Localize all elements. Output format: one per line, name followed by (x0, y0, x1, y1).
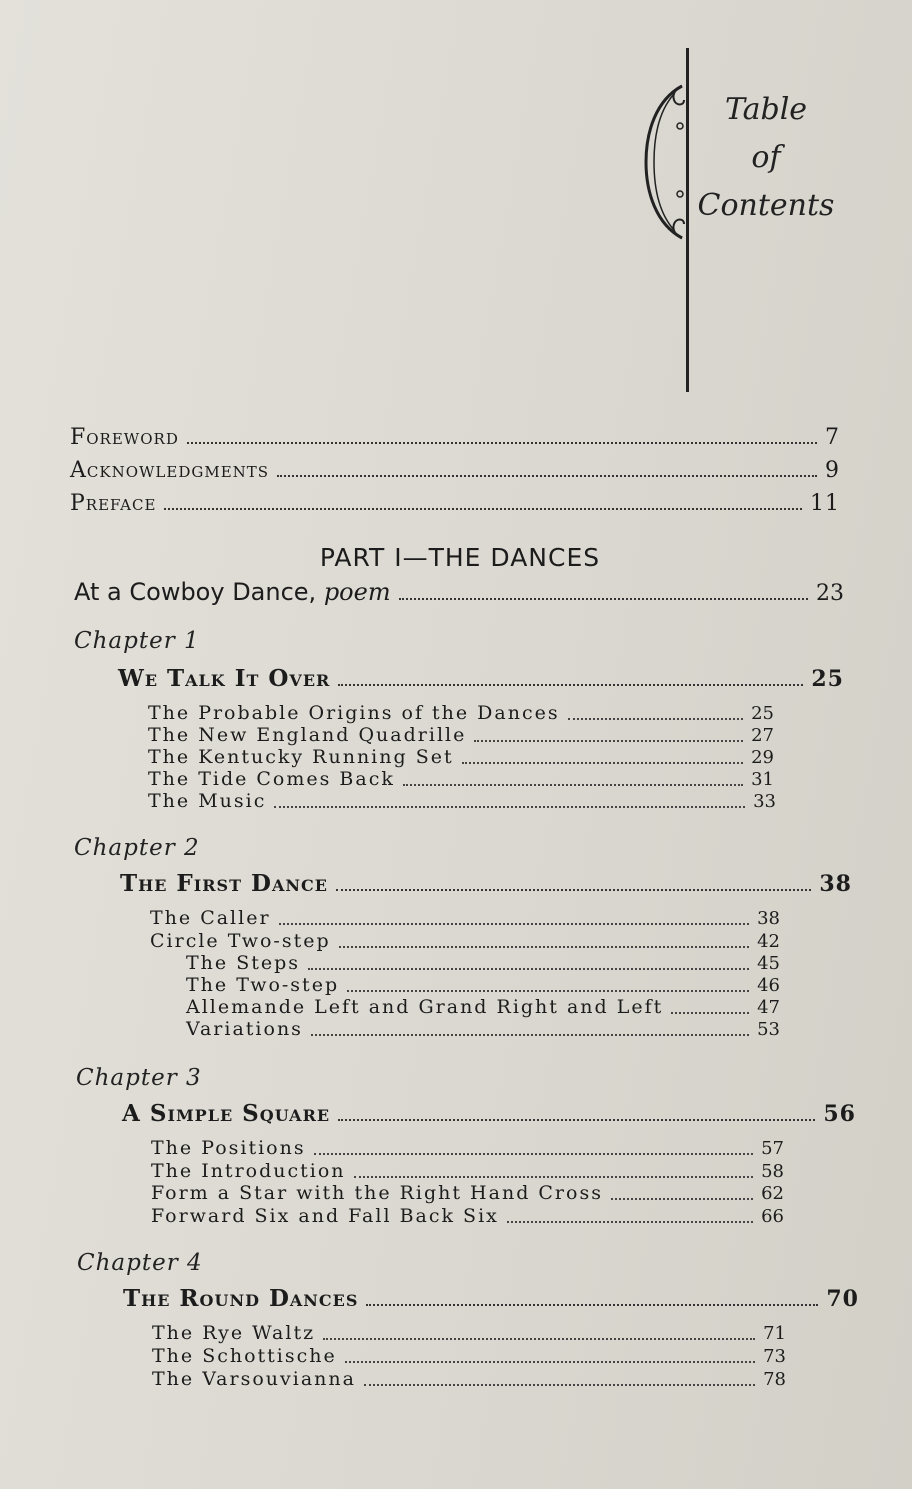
leader-dots (338, 1119, 815, 1121)
entry-title: Allemande Left and Grand Right and Left (186, 996, 664, 1018)
entry-title: The Round Dances (123, 1285, 359, 1312)
chapter-label: Chapter 2 (74, 835, 200, 861)
leader-dots (345, 1361, 755, 1363)
leader-dots (354, 1176, 754, 1178)
leader-dots (308, 968, 749, 970)
entry-page: 70 (826, 1286, 859, 1312)
entry-page: 23 (816, 581, 844, 606)
entry-page: 45 (757, 953, 780, 974)
toc-entry-chapter[interactable] (122, 1100, 856, 1127)
entry-page: 78 (763, 1369, 786, 1390)
toc-entry-foreword[interactable] (70, 425, 840, 450)
poem-tag: poem (323, 578, 391, 606)
entry-page: 11 (810, 491, 840, 516)
entry-title: The Positions (151, 1137, 306, 1159)
toc-subentry-nested[interactable] (186, 974, 780, 997)
toc-subentry-nested[interactable] (186, 952, 780, 975)
leader-dots (339, 946, 749, 948)
entry-title: Circle Two-step (150, 930, 331, 952)
toc-subentry-nested[interactable] (186, 996, 780, 1019)
page-title (696, 86, 836, 230)
entry-page: 7 (825, 425, 840, 450)
toc-entry-preface[interactable] (70, 491, 840, 516)
entry-title: Variations (186, 1018, 303, 1040)
entry-page: 46 (757, 975, 780, 996)
leader-dots (474, 740, 743, 742)
leader-dots (323, 1338, 755, 1340)
toc-subentry[interactable] (151, 1205, 784, 1228)
toc-subentry[interactable] (148, 790, 776, 813)
poem-title: At a Cowboy Dance, (74, 578, 324, 606)
toc-subentry[interactable] (151, 1182, 784, 1205)
entry-page: 71 (763, 1323, 786, 1344)
toc-subentry[interactable] (151, 1160, 784, 1183)
leader-dots (568, 718, 743, 720)
entry-title: The First Dance (120, 870, 328, 897)
entry-title: The Kentucky Running Set (148, 746, 454, 768)
leader-dots (274, 806, 745, 808)
entry-title: The Tide Comes Back (148, 768, 395, 790)
leader-dots (403, 784, 743, 786)
toc-subentry-nested[interactable] (186, 1018, 780, 1041)
entry-title: Acknowledgments (70, 458, 270, 483)
leader-dots (187, 442, 817, 444)
entry-page: 38 (819, 871, 852, 897)
entry-page: 33 (753, 791, 776, 812)
entry-title: The Music (148, 790, 267, 812)
part-heading: PART I—THE DANCES (319, 543, 601, 572)
entry-title: Forward Six and Fall Back Six (151, 1205, 499, 1227)
entry-title: The Rye Waltz (152, 1322, 316, 1344)
toc-entry-acknowledgments[interactable] (70, 458, 840, 483)
vertical-rule (686, 48, 689, 392)
chapter-label: Chapter 4 (77, 1250, 203, 1276)
title-line-3: Contents (697, 188, 835, 223)
toc-entry-chapter[interactable] (123, 1285, 859, 1312)
entry-page: 62 (761, 1183, 784, 1204)
entry-title: Foreword (70, 425, 179, 450)
decorative-bracket-ornament (636, 82, 692, 242)
chapter-label: Chapter 3 (76, 1065, 202, 1091)
entry-title (74, 578, 391, 606)
entry-title: The New England Quadrille (148, 724, 467, 746)
entry-page: 25 (751, 703, 774, 724)
entry-page: 58 (761, 1161, 784, 1182)
toc-entry-poem[interactable] (74, 578, 844, 606)
toc-entry-chapter[interactable] (118, 665, 844, 692)
toc-subentry[interactable] (152, 1345, 786, 1368)
toc-subentry[interactable] (152, 1368, 786, 1391)
toc-subentry[interactable] (150, 930, 780, 953)
entry-page: 66 (761, 1206, 784, 1227)
entry-title: The Two-step (186, 974, 340, 996)
entry-title: The Caller (150, 907, 271, 929)
entry-page: 38 (757, 908, 780, 929)
leader-dots (338, 684, 803, 686)
entry-title: The Introduction (151, 1160, 346, 1182)
leader-dots (364, 1384, 755, 1386)
entry-page: 56 (823, 1101, 856, 1127)
toc-subentry[interactable] (148, 746, 774, 769)
leader-dots (462, 762, 744, 764)
entry-page: 42 (757, 931, 780, 952)
leader-dots (366, 1304, 818, 1306)
leader-dots (279, 923, 750, 925)
entry-title: Form a Star with the Right Hand Cross (151, 1182, 603, 1204)
entry-page: 47 (757, 997, 780, 1018)
entry-title: A Simple Square (122, 1100, 331, 1127)
entry-title: We Talk It Over (118, 665, 331, 692)
leader-dots (671, 1012, 749, 1014)
toc-subentry[interactable] (148, 702, 774, 725)
entry-page: 25 (811, 666, 844, 692)
leader-dots (314, 1153, 753, 1155)
toc-subentry[interactable] (152, 1322, 786, 1345)
toc-subentry[interactable] (148, 768, 774, 791)
entry-page: 27 (751, 725, 774, 746)
leader-dots (507, 1221, 753, 1223)
toc-subentry[interactable] (148, 724, 774, 747)
entry-title: Preface (70, 491, 157, 516)
leader-dots (277, 475, 817, 477)
leader-dots (336, 889, 811, 891)
chapter-label: Chapter 1 (74, 628, 200, 654)
toc-subentry[interactable] (151, 1137, 784, 1160)
entry-title: The Probable Origins of the Dances (148, 702, 560, 724)
leader-dots (164, 508, 802, 510)
leader-dots (347, 990, 749, 992)
entry-title: The Schottische (152, 1345, 337, 1367)
entry-page: 31 (751, 769, 774, 790)
leader-dots (399, 598, 808, 600)
entry-title: The Steps (186, 952, 301, 974)
toc-subentry[interactable] (150, 907, 780, 930)
entry-page: 73 (763, 1346, 786, 1367)
leader-dots (611, 1198, 753, 1200)
entry-page: 9 (825, 458, 840, 483)
entry-page: 53 (757, 1019, 780, 1040)
entry-title: The Varsouvianna (152, 1368, 356, 1390)
title-line-2: of (751, 140, 781, 175)
leader-dots (311, 1034, 749, 1036)
entry-page: 57 (761, 1138, 784, 1159)
title-line-1: Table (724, 92, 808, 127)
toc-entry-chapter[interactable] (120, 870, 852, 897)
entry-page: 29 (751, 747, 774, 768)
